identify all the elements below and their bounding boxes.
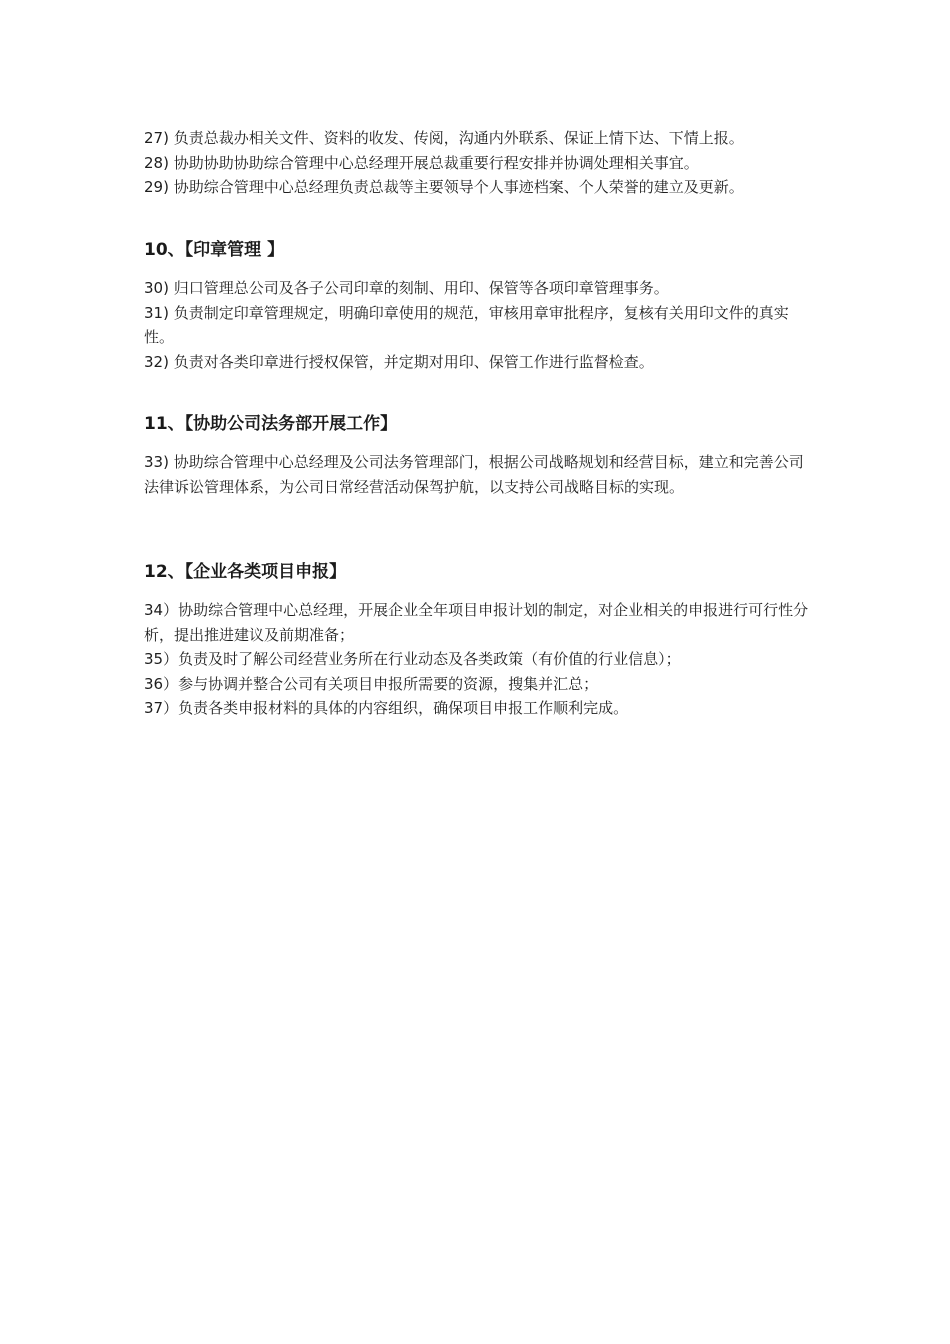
intro-list — [144, 126, 814, 200]
list-item: 36）参与协调并整合公司有关项目申报所需要的资源，搜集并汇总； — [144, 674, 599, 693]
section-list-project-application — [144, 598, 814, 721]
list-item: 31) 负责制定印章管理规定，明确印章使用的规范，审核用章审批程序，复核有关用印文件的真实性。 — [144, 303, 789, 346]
section-list-legal-assist — [144, 450, 814, 499]
list-item: 35）负责及时了解公司经营业务所在行业动态及各类政策（有价值的行业信息）； — [144, 650, 681, 668]
list-item: 37）负责各类申报材料的具体的内容组织，确保项目申报工作顺利完成。 — [144, 699, 629, 717]
section-list-seal-management — [144, 276, 814, 374]
list-item: 34）协助综合管理中心总经理，开展企业全年项目申报计划的制定，对企业相关的申报进行可行性分析，提出推进建议及前期准备； — [144, 601, 809, 644]
section-heading-legal-assist: 11、【协助公司法务部开展工作】 — [144, 414, 398, 434]
list-item: 27) 负责总裁办相关文件、资料的收发、传阅，沟通内外联系、保证上情下达、下情上报。 — [144, 129, 744, 147]
list-item: 32) 负责对各类印章进行授权保管，并定期对用印、保管工作进行监督检查。 — [144, 352, 654, 371]
list-item: 29) 协助综合管理中心总经理负责总裁等主要领导个人事迹档案、个人荣誉的建立及更新。 — [144, 178, 744, 196]
list-item: 33) 协助综合管理中心总经理及公司法务管理部门，根据公司战略规划和经营目标，建立和完善公司法律诉讼管理体系，为公司日常经营活动保驾护航，以支持公司战略目标的实现。 — [144, 453, 804, 496]
section-heading-seal-management: 10、【印章管理 】 — [144, 240, 285, 260]
section-heading-project-application: 12、【企业各类项目申报】 — [144, 562, 347, 582]
list-item: 30) 归口管理总公司及各子公司印章的刻制、用印、保管等各项印章管理事务。 — [144, 279, 669, 297]
list-item: 28) 协助协助协助综合管理中心总经理开展总裁重要行程安排并协调处理相关事宜。 — [144, 153, 699, 172]
